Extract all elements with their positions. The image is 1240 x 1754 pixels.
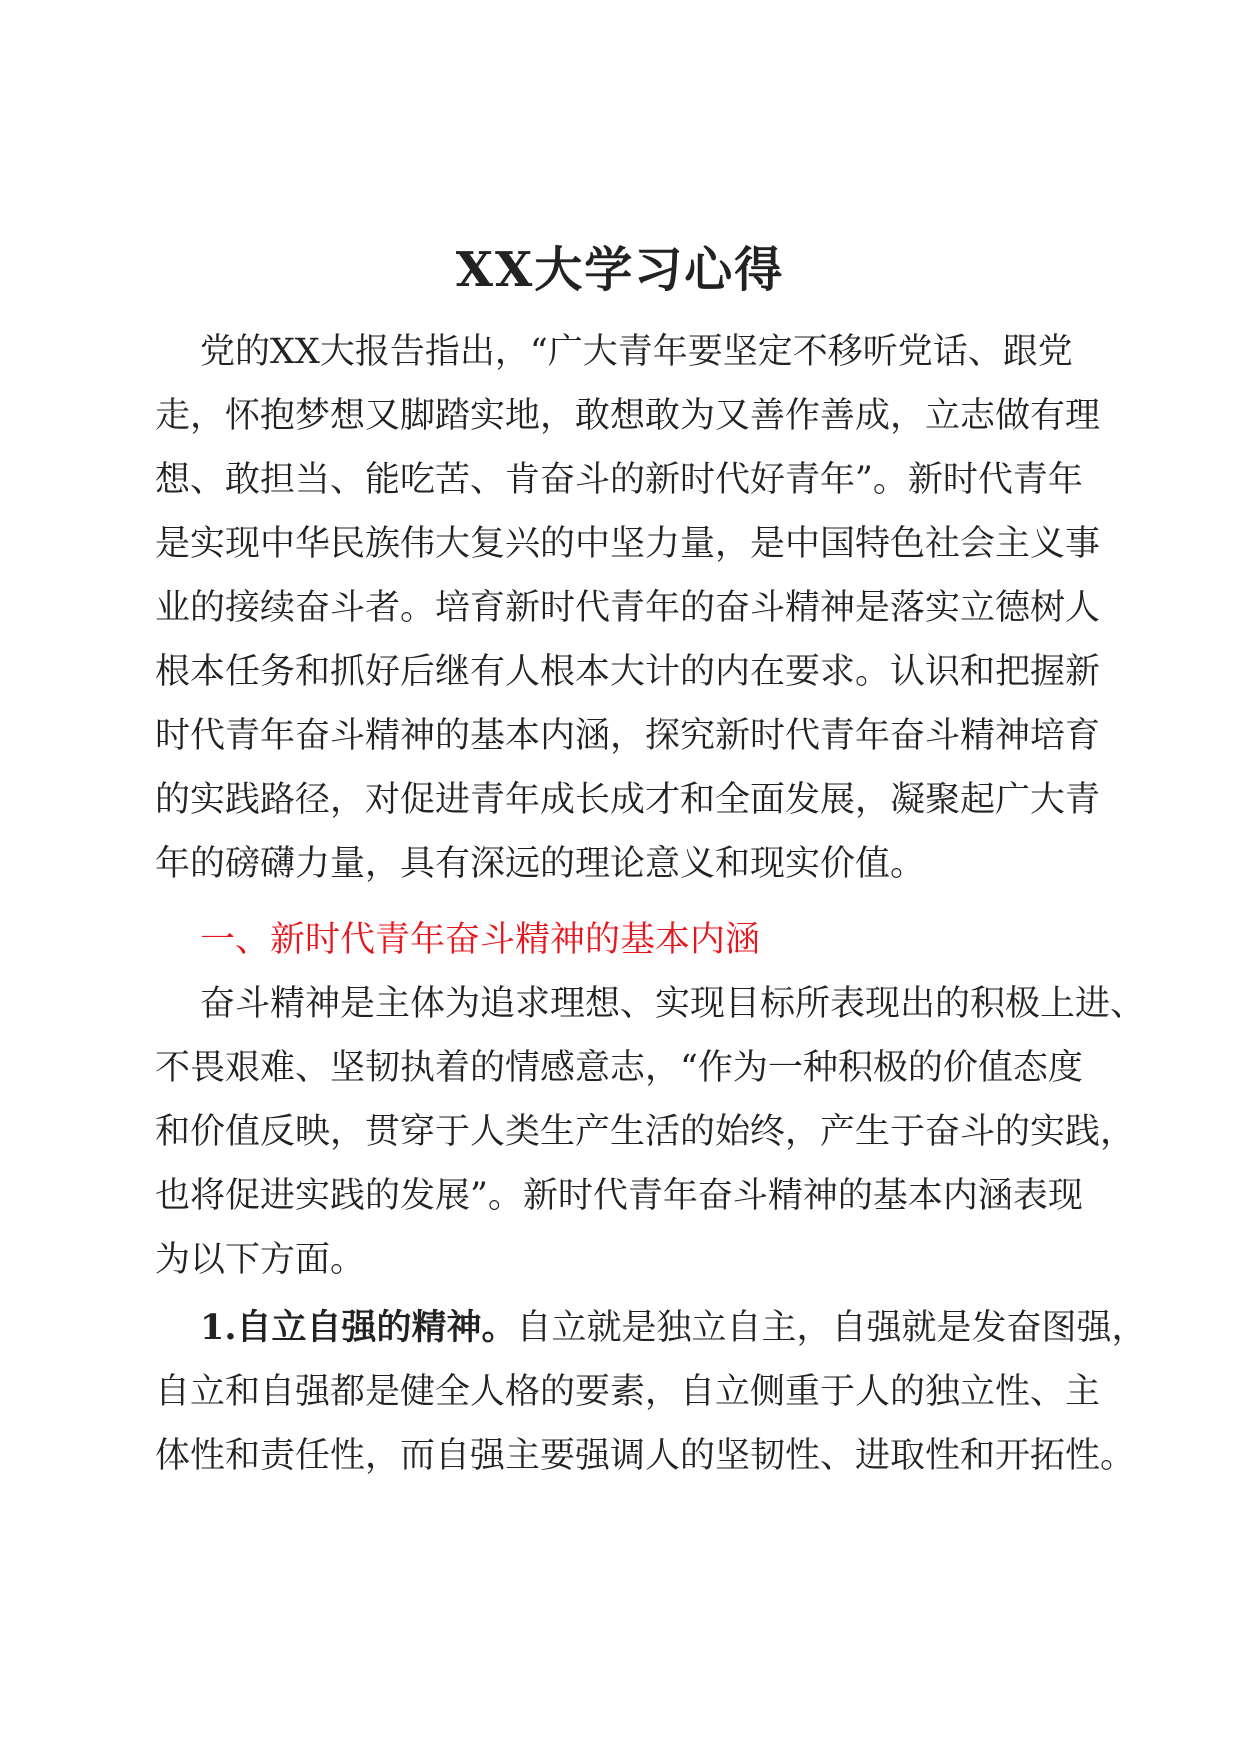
paragraph-line: 也将促进实践的发展”。新时代青年奋斗精神的基本内涵表现 [155,1176,1083,1216]
paragraph-text: 自立就是独立自主，自强就是发奋图强， [516,1308,1147,1348]
document-title: XX大学习心得 [455,242,785,298]
paragraph-line: 自立和自强都是健全人格的要素，自立侧重于人的独立性、主 [155,1372,1101,1412]
paragraph-line: 为以下方面。 [155,1240,366,1280]
section-heading: 一、新时代青年奋斗精神的基本内涵 [200,920,761,960]
paragraph-line: 体性和责任性，而自强主要强调人的坚韧性、进取性和开拓性。 [155,1436,1136,1476]
paragraph-line: 不畏艰难、坚韧执着的情感意志，“作为一种积极的价值态度 [155,1048,1083,1088]
subsection-heading: 1.自立自强的精神。 [200,1307,517,1348]
paragraph-line: 和价值反映，贯穿于人类生产生活的始终，产生于奋斗的实践， [155,1112,1136,1152]
paragraph-line: 想、敢担当、能吃苦、肯奋斗的新时代好青年”。新时代青年 [155,460,1083,500]
subsection-line [200,1306,1147,1350]
paragraph-line: 根本任务和抓好后继有人根本大计的内在要求。认识和把握新 [155,652,1101,692]
paragraph-line: 奋斗精神是主体为追求理想、实现目标所表现出的积极上进、 [200,984,1146,1024]
paragraph-line: 年的磅礴力量，具有深远的理论意义和现实价值。 [155,844,926,884]
paragraph-line: 的实践路径，对促进青年成长成才和全面发展，凝聚起广大青 [155,780,1101,820]
paragraph-line: 党的XX大报告指出，“广大青年要坚定不移听党话、跟党 [200,332,1073,372]
paragraph-line: 是实现中华民族伟大复兴的中坚力量，是中国特色社会主义事 [155,524,1101,564]
paragraph-line: 走，怀抱梦想又脚踏实地，敢想敢为又善作善成，立志做有理 [155,396,1101,436]
paragraph-line: 业的接续奋斗者。培育新时代青年的奋斗精神是落实立德树人 [155,588,1101,628]
paragraph-line: 时代青年奋斗精神的基本内涵，探究新时代青年奋斗精神培育 [155,716,1101,756]
